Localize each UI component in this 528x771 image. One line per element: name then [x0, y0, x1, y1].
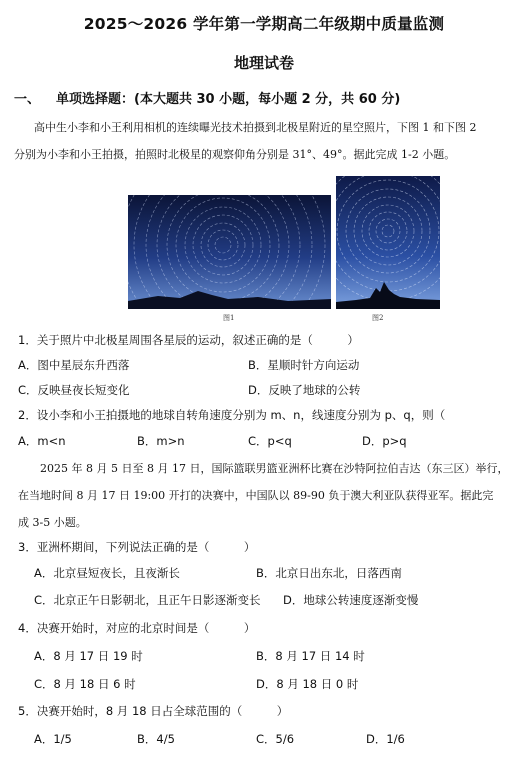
- question-1-option-b: B．星顺时针方向运动: [248, 358, 360, 372]
- question-5-option-c: C．5/6: [256, 732, 295, 746]
- intro2-line-1: 2025 年 8 月 5 日至 8 月 17 日，国际篮联男篮亚洲杯比赛在沙特阿拉伯吉达（东三区）举行，: [40, 462, 509, 475]
- intro1-line-2: 分别为小李和小王拍摄，拍照时北极星的观察仰角分别是 31°、49°。据此完成 1-2 小题。: [14, 148, 456, 161]
- question-4-stem: 4．决赛开始时，对应的北京时间是（ ）: [18, 621, 256, 635]
- section-heading: 单项选择题：(本大题共 30 小题，每小题 2 分，共 60 分): [56, 92, 401, 107]
- question-2-stem: 2．设小李和小王拍摄地的地球自转角速度分别为 m、n，线速度分别为 p、q，则（: [18, 408, 446, 422]
- question-5-option-b: B．4/5: [137, 732, 175, 746]
- section-number: 一、: [14, 92, 41, 107]
- question-3-option-b: B．北京日出东北，日落西南: [256, 566, 402, 580]
- exam-title: 2025～2026 学年第一学期高二年级期中质量监测: [83, 15, 445, 33]
- intro2-line-2: 在当地时间 8 月 17 日 19:00 开打的决赛中，中国队以 89-90 负于澳大利亚队获得亚军。据此完: [18, 489, 494, 502]
- question-2-option-a: A．m<n: [18, 434, 66, 448]
- question-5-option-a: A．1/5: [34, 732, 72, 746]
- intro2-line-3: 成 3-5 小题。: [18, 516, 87, 529]
- figure-1-star-trail-photo: [128, 195, 331, 309]
- question-5-option-d: D．1/6: [366, 732, 405, 746]
- question-3-stem: 3．亚洲杯期间，下列说法正确的是（ ）: [18, 540, 256, 554]
- question-4-option-b: B．8 月 17 日 14 时: [256, 649, 365, 663]
- question-3-option-d: D．地球公转速度逐渐变慢: [283, 593, 419, 607]
- question-2-option-d: D．p>q: [362, 434, 407, 448]
- question-1-option-a: A．图中星辰东升西落: [18, 358, 130, 372]
- figure-2-star-trail-photo: [336, 176, 440, 309]
- question-1-option-c: C．反映昼夜长短变化: [18, 383, 130, 397]
- question-2-option-b: B．m>n: [137, 434, 185, 448]
- question-3-option-c: C．北京正午日影朝北，且正午日影逐渐变长: [34, 593, 261, 607]
- question-4-option-a: A．8 月 17 日 19 时: [34, 649, 143, 663]
- question-5-stem: 5．决赛开始时，8 月 18 日占全球范围的（ ）: [18, 704, 289, 718]
- question-3-option-a: A．北京昼短夜长，且夜渐长: [34, 566, 180, 580]
- figure-1-caption: 图1: [223, 314, 235, 322]
- figure-2-caption: 图2: [372, 314, 384, 322]
- question-4-option-c: C．8 月 18 日 6 时: [34, 677, 136, 691]
- exam-subject-title: 地理试卷: [233, 54, 294, 72]
- question-2-option-c: C．p<q: [248, 434, 292, 448]
- question-1-stem: 1．关于照片中北极星周围各星辰的运动，叙述正确的是（ ）: [18, 333, 359, 347]
- intro1-line-1: 高中生小李和小王利用相机的连续曝光技术拍摄到北极星附近的星空照片，下图 1 和下图 2: [34, 121, 477, 134]
- question-1-option-d: D．反映了地球的公转: [248, 383, 361, 397]
- question-4-option-d: D．8 月 18 日 0 时: [256, 677, 359, 691]
